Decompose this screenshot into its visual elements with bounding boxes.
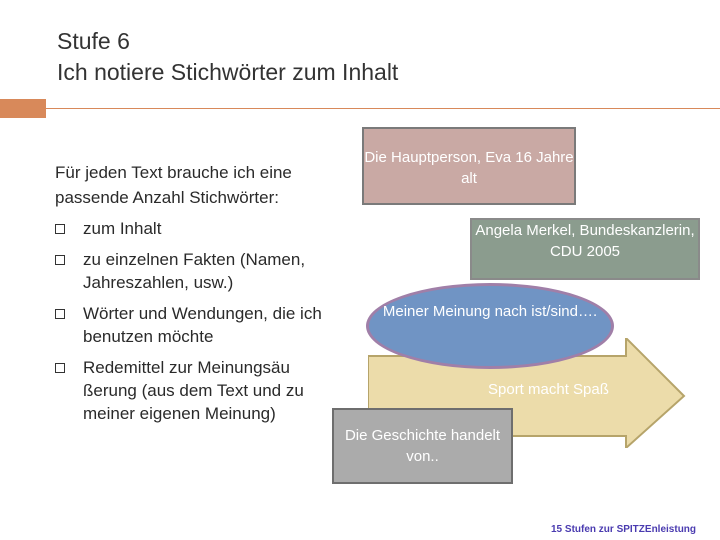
- checkbox-bullet-icon: [55, 309, 65, 319]
- instruction-text: [55, 161, 325, 425]
- checkbox-bullet-icon: [55, 224, 65, 234]
- bullet-item: [55, 302, 325, 348]
- hauptperson-box: Die Hauptperson, Eva 16 Jahre alt: [362, 127, 576, 205]
- slide-title: [57, 26, 398, 88]
- bullet-item: [55, 217, 325, 240]
- bullet-item: [55, 248, 325, 294]
- bullet-text: zu einzelnen Fakten (Namen, Jahreszahlen, usw.): [83, 250, 306, 292]
- intro-line-2: passende Anzahl Stichwörter:: [55, 188, 279, 207]
- title-line-2: Ich notiere Stichwörter zum Inhalt: [57, 59, 399, 85]
- checkbox-bullet-icon: [55, 363, 65, 373]
- title-line-1: Stufe 6: [57, 28, 130, 54]
- geschichte-box: Die Geschichte handelt von..: [332, 408, 513, 484]
- intro-line-1: Für jeden Text brauche ich eine: [55, 163, 292, 182]
- checkbox-bullet-icon: [55, 255, 65, 265]
- merkel-box: Angela Merkel, Bundeskanzlerin, CDU 2005: [470, 218, 700, 280]
- title-rule-accent: [0, 99, 46, 118]
- bullet-text: Redemittel zur Meinungsäu ßerung (aus dem Text und zu meiner eigenen Meinung): [83, 358, 304, 423]
- bullet-text: Wörter und Wendungen, die ich benutzen möchte: [83, 304, 322, 346]
- footer-brand: 15 Stufen zur SPITZEnleistung: [551, 524, 697, 535]
- bullet-item: [55, 356, 325, 425]
- arrow-label: Sport macht Spaß: [488, 381, 609, 398]
- meinung-ellipse: Meiner Meinung nach ist/sind….: [366, 283, 614, 369]
- title-rule-line: [46, 108, 720, 109]
- bullet-text: zum Inhalt: [83, 219, 162, 238]
